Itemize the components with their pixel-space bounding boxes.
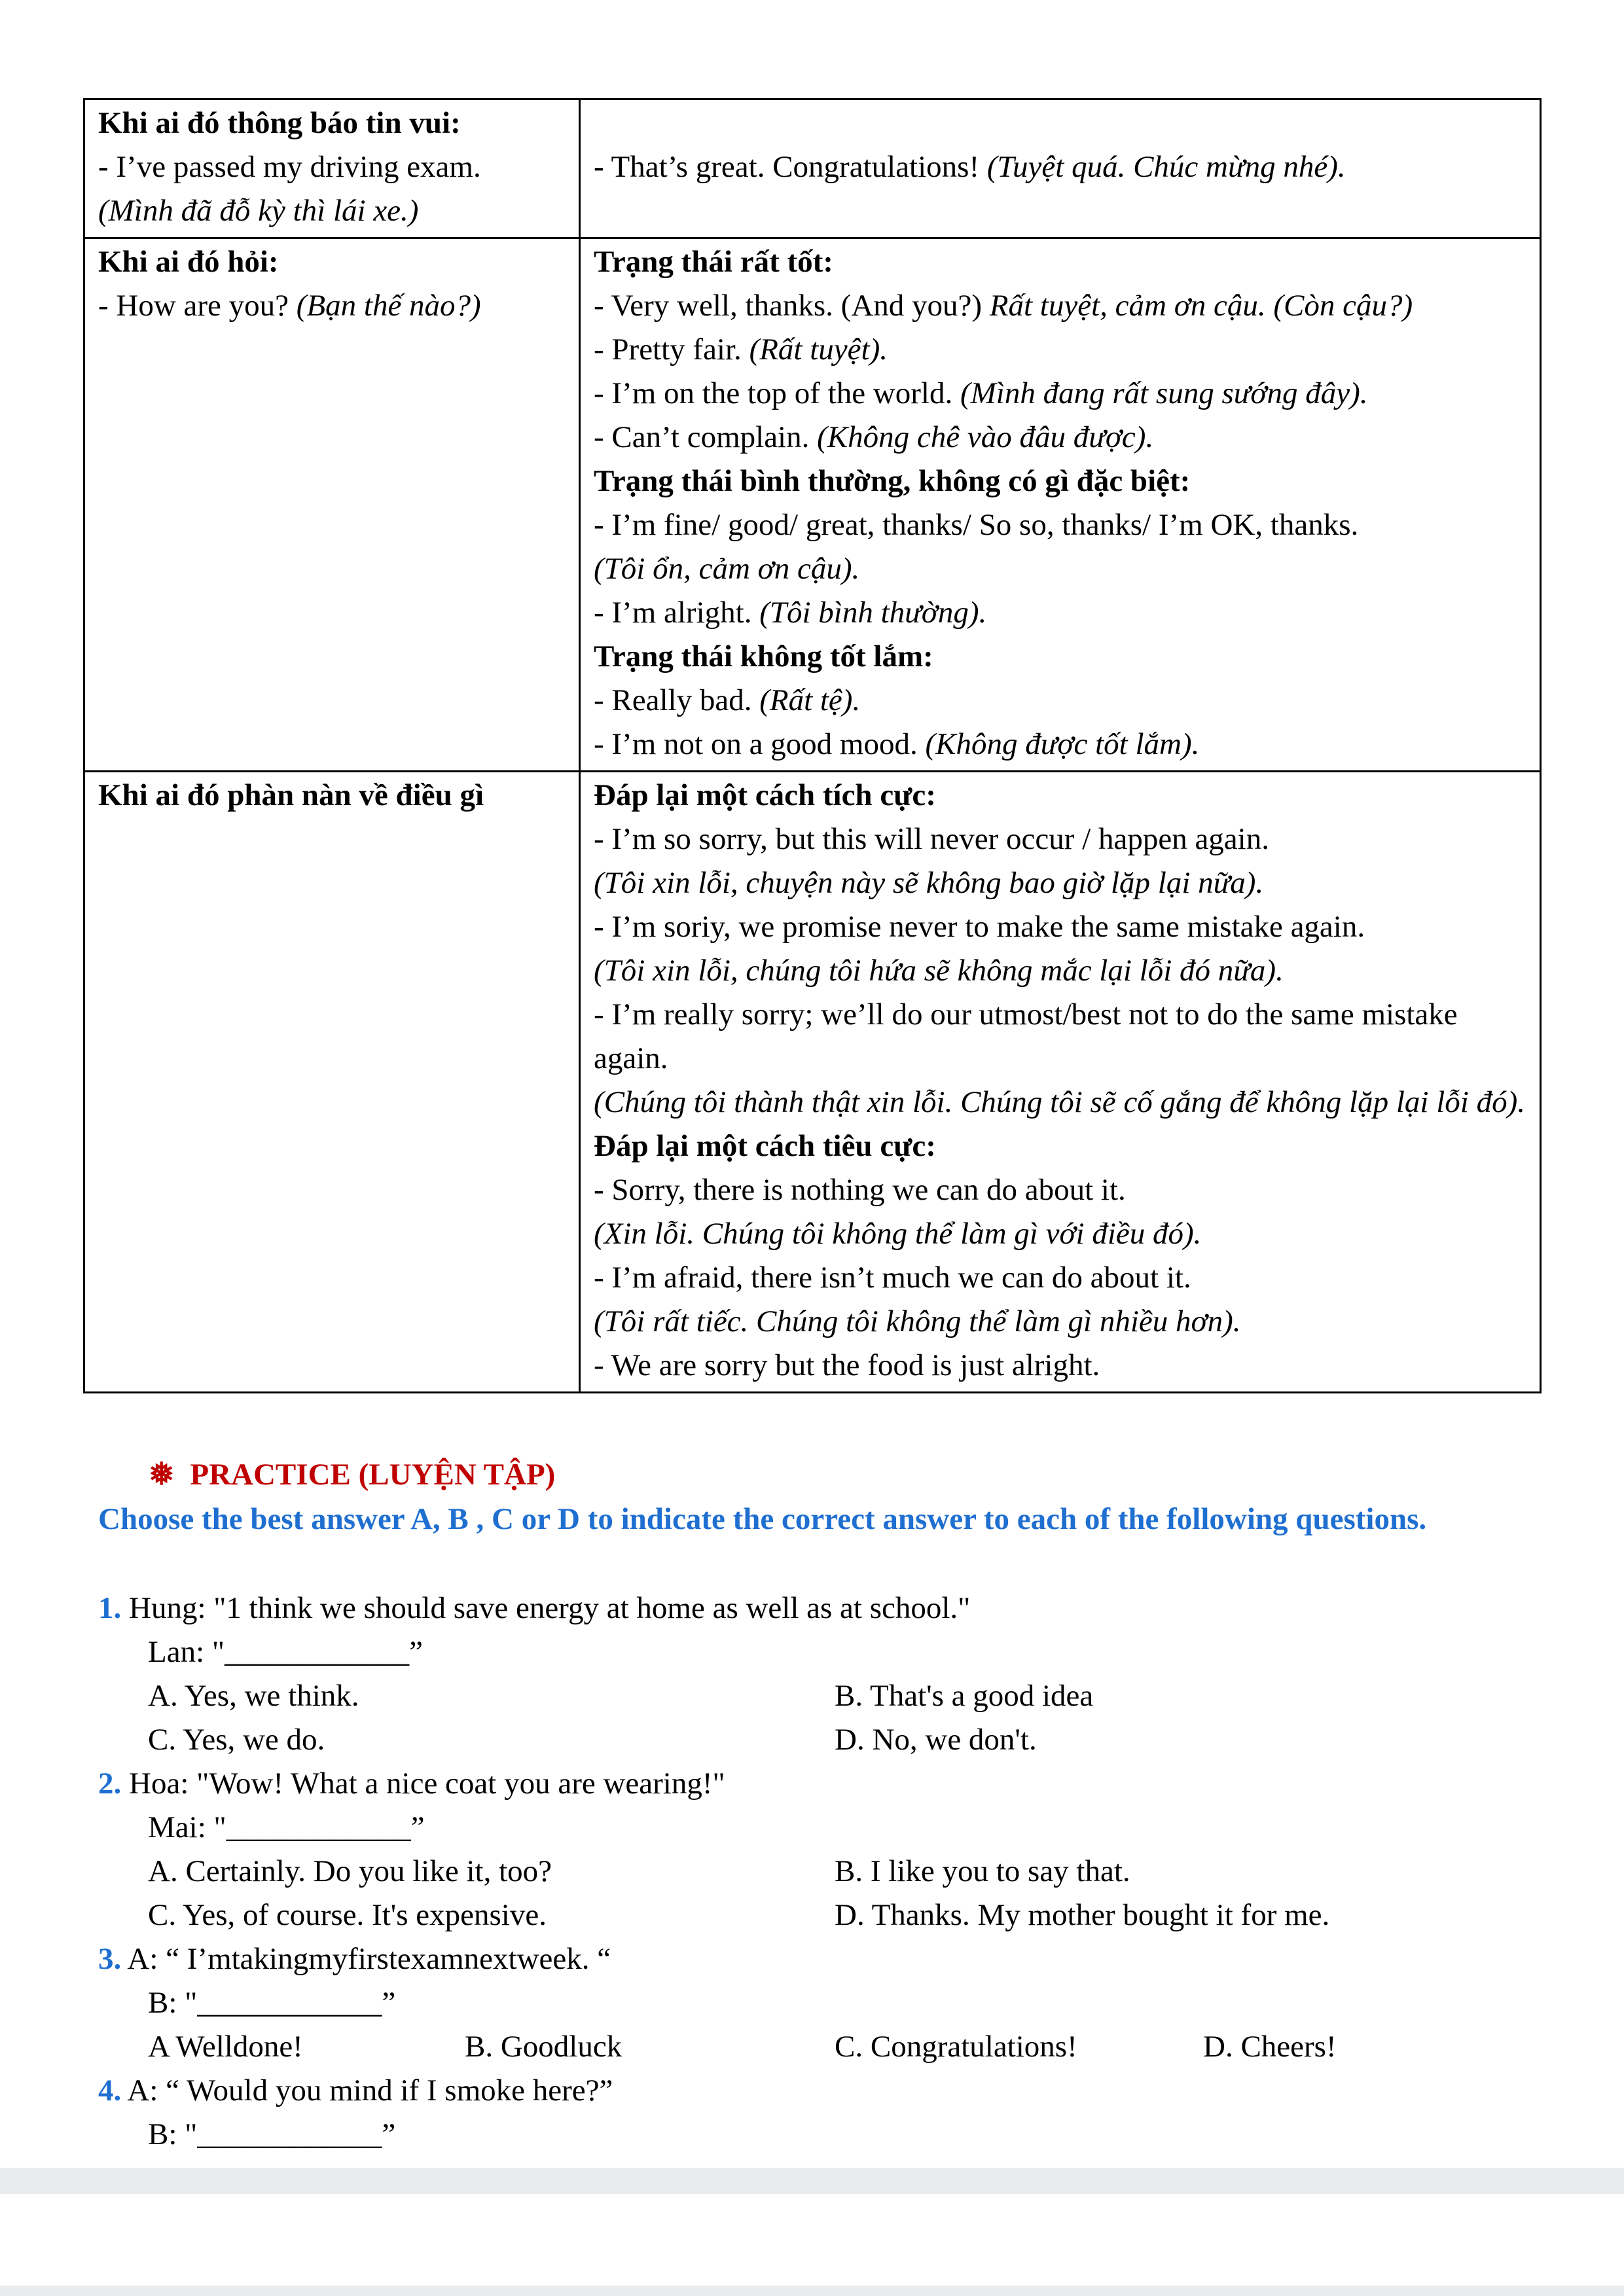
reply-line: B: "____________” [148, 2117, 396, 2151]
reply-line: Lan: "____________” [148, 1635, 423, 1669]
question-prompt: A: “ I’mtakingmyfirstexamnextweek. “ [121, 1942, 611, 1976]
response-text: - We are sorry but the food is just alright. [594, 1348, 1100, 1382]
response-translation: Rất tuyệt, cảm ơn cậu. (Còn cậu?) [989, 289, 1413, 323]
response-text: - Really bad. [594, 683, 760, 717]
option-d[interactable]: D. No, we don't. [835, 1723, 1037, 1757]
response-translation: (Rất tệ). [759, 683, 861, 717]
response-text: - I’m alright. [594, 596, 760, 630]
option-c[interactable]: C. Yes, we do. [148, 1723, 325, 1757]
response-translation: (Rất tuyệt). [749, 332, 888, 367]
practice-heading [149, 1453, 555, 1497]
snowflake-icon: ❅ [149, 1458, 175, 1492]
option-a[interactable]: A. Certainly. Do you like it, too? [148, 1854, 552, 1888]
question-number: 3. [98, 1942, 122, 1976]
subheading: Trạng thái không tốt lắm: [594, 639, 933, 673]
response-translation: (Không chê vào đâu được). [817, 420, 1154, 454]
option-b[interactable]: B. I like you to say that. [835, 1854, 1130, 1888]
response-text: - I’m really sorry; we’ll do our utmost/best not to do the same mistake again. [594, 997, 1458, 1075]
option-c[interactable]: C. Yes, of course. It's expensive. [148, 1898, 547, 1932]
question-number: 4. [98, 2073, 122, 2108]
response-translation: (Tôi xin lỗi, chuyện này sẽ không bao giờ lặp lại nữa). [594, 866, 1264, 900]
question-number: 1. [98, 1591, 122, 1625]
response-text: - Very well, thanks. (And you?) [594, 289, 990, 323]
subheading: Đáp lại một cách tiêu cực: [594, 1129, 936, 1163]
question-4 [98, 2069, 1538, 2113]
response-cell [580, 238, 1541, 772]
table-row [84, 99, 1541, 238]
response-text: - Sorry, there is nothing we can do about it. [594, 1173, 1126, 1207]
response-text: - I’m so sorry, but this will never occur / happen again. [594, 822, 1269, 856]
option-d[interactable]: D. Thanks. My mother bought it for me. [835, 1898, 1330, 1932]
page-separator [0, 2168, 1624, 2194]
question-3 [98, 1937, 1538, 1981]
subheading: Trạng thái rất tốt: [594, 245, 833, 279]
phrase-table [83, 98, 1542, 1393]
example-translation: (Bạn thế nào?) [296, 289, 481, 323]
response-text: - That’s great. Congratulations! [594, 150, 987, 184]
next-page [0, 2194, 1624, 2286]
reply-line: B: "____________” [148, 1986, 396, 2020]
instruction-text: Choose the best answer A, B , C or D to indicate the correct answer to each of the following questions. [98, 1502, 1427, 1536]
response-translation: (Tôi xin lỗi, chúng tôi hứa sẽ không mắc lại lỗi đó nữa). [594, 954, 1284, 988]
page-separator [0, 2286, 1624, 2296]
response-translation: (Xin lỗi. Chúng tôi không thể làm gì với điều đó). [594, 1217, 1202, 1251]
response-translation: (Không được tốt lắm). [925, 727, 1200, 761]
option-b[interactable]: B. Goodluck [465, 2030, 623, 2064]
option-b[interactable]: B. That's a good idea [835, 1679, 1094, 1713]
subheading: Đáp lại một cách tích cực: [594, 778, 936, 812]
response-cell [580, 772, 1541, 1393]
situation-heading: Khi ai đó thông báo tin vui: [98, 106, 461, 140]
question-number: 2. [98, 1767, 122, 1801]
question-prompt: A: “ Would you mind if I smoke here?” [121, 2073, 613, 2108]
table-row [84, 772, 1541, 1393]
response-translation: (Tôi ổn, cảm ơn cậu). [594, 552, 860, 586]
question-2 [98, 1762, 1538, 1806]
response-translation: (Tôi rất tiếc. Chúng tôi không thể làm gì nhiều hơn). [594, 1304, 1241, 1338]
response-text: - I’m on the top of the world. [594, 376, 960, 410]
reply-line: Mai: "____________” [148, 1810, 425, 1844]
situation-heading: Khi ai đó phàn nàn về điều gì [98, 778, 484, 812]
response-cell [580, 99, 1541, 238]
response-text: - I’m soriy, we promise never to make the same mistake again. [594, 910, 1365, 944]
situation-cell [84, 772, 580, 1393]
response-text: - I’m afraid, there isn’t much we can do about it. [594, 1261, 1191, 1295]
subheading: Trạng thái bình thường, không có gì đặc biệt: [594, 464, 1191, 498]
response-text: - I’m not on a good mood. [594, 727, 926, 761]
example-translation: (Mình đã đỗ kỳ thì lái xe.) [98, 194, 419, 228]
question-prompt: Hung: "1 think we should save energy at home as well as at school." [121, 1591, 971, 1625]
example-text: - How are you? [98, 289, 297, 323]
option-a[interactable]: A. Yes, we think. [148, 1679, 359, 1713]
option-d[interactable]: D. Cheers! [1203, 2030, 1337, 2064]
example-text: - I’ve passed my driving exam. [98, 150, 481, 184]
response-text: - Can’t complain. [594, 420, 818, 454]
situation-heading: Khi ai đó hỏi: [98, 245, 279, 279]
situation-cell [84, 238, 580, 772]
table-row [84, 238, 1541, 772]
question-prompt: Hoa: "Wow! What a nice coat you are wearing!" [121, 1767, 725, 1801]
situation-cell [84, 99, 580, 238]
option-a[interactable]: A Welldone! [148, 2030, 303, 2064]
response-translation: (Tôi bình thường). [759, 596, 987, 630]
practice-title: PRACTICE (LUYỆN TẬP) [190, 1458, 556, 1492]
response-translation: (Mình đang rất sung sướng đây). [960, 376, 1368, 410]
option-c[interactable]: C. Congratulations! [835, 2030, 1077, 2064]
response-translation: (Tuyệt quá. Chúc mừng nhé). [986, 150, 1346, 184]
response-text: - I’m fine/ good/ great, thanks/ So so, thanks/ I’m OK, thanks. [594, 508, 1359, 542]
response-text: - Pretty fair. [594, 332, 749, 367]
question-1 [98, 1587, 1538, 1630]
response-translation: (Chúng tôi thành thật xin lỗi. Chúng tôi sẽ cố gắng để không lặp lại lỗi đó). [594, 1085, 1525, 1119]
